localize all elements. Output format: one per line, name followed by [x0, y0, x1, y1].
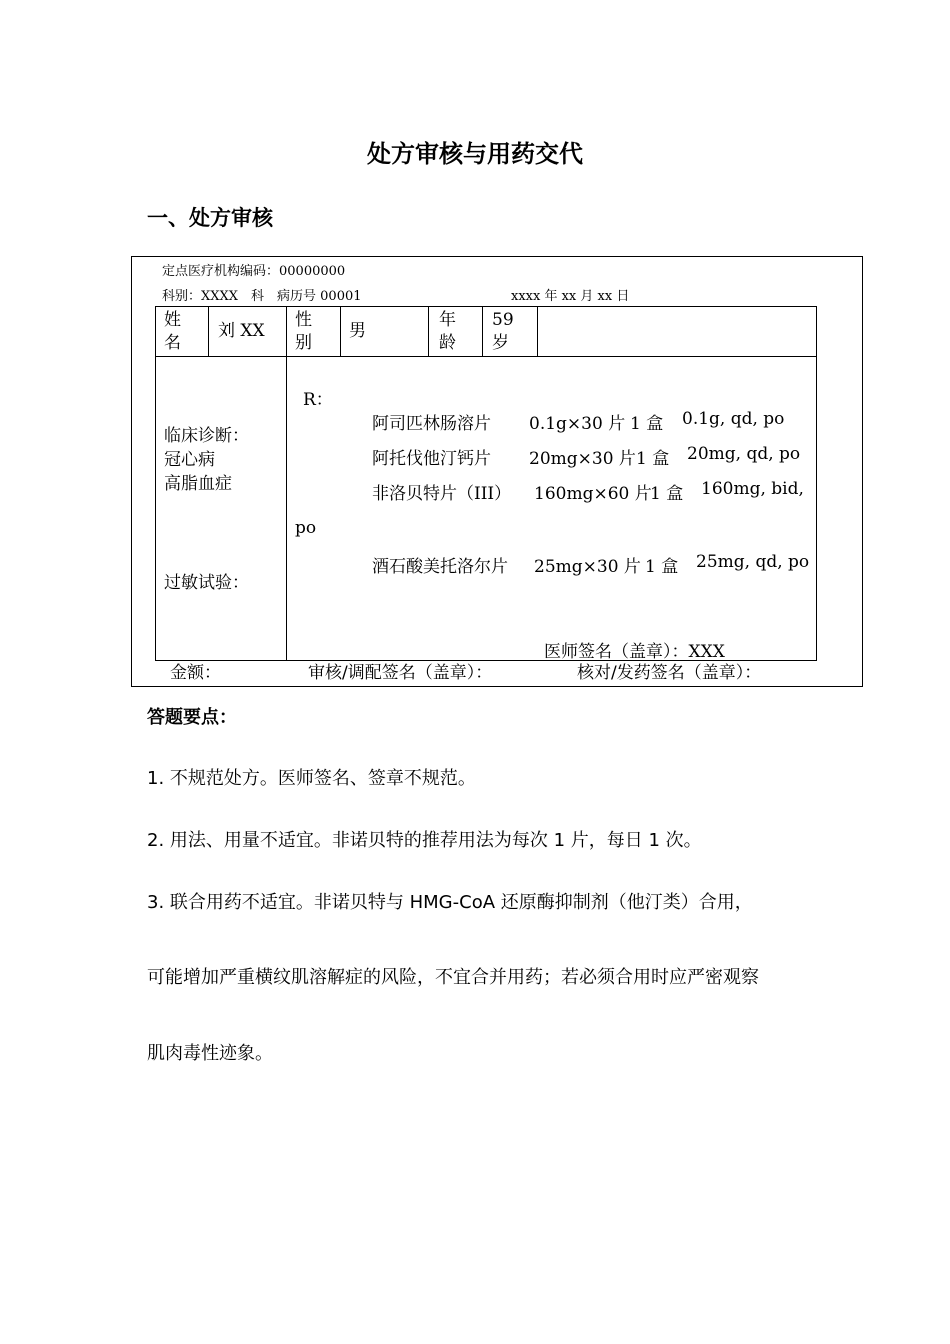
diagnosis-item: 冠心病 [164, 450, 215, 470]
table-divider [428, 306, 429, 356]
table-divider [340, 306, 341, 356]
diagnosis-label: 临床诊断： [164, 426, 249, 446]
patient-name: 刘 XX [218, 321, 265, 341]
institution-code: 定点医疗机构编码：00000000 [162, 264, 346, 279]
table-divider [537, 306, 538, 356]
drug-usage: 0.1g, qd, po [682, 409, 785, 429]
table-row-divider [155, 356, 817, 357]
page-title: 处方审核与用药交代 [367, 140, 583, 168]
allergy-label: 过敏试验： [164, 573, 249, 593]
name-label: 姓 名 [164, 310, 181, 353]
answers-heading: 答题要点： [147, 707, 237, 728]
drug-qty: 1 盒 [645, 557, 679, 577]
drug-name: 阿司匹林肠溶片 [372, 414, 491, 434]
drug-name: 非洛贝特片（III） [372, 484, 512, 504]
doctor-signature: 医师签名（盖章）：XXX [544, 642, 725, 662]
dispense-signature: 核对/发药签名（盖章）： [577, 663, 762, 683]
drug-spec: 20mg×30 片 [529, 449, 636, 469]
answer-point-continued: 肌肉毒性迹象。 [147, 1043, 273, 1064]
drug-usage: 160mg, bid, [701, 479, 804, 499]
table-top-border [155, 306, 817, 307]
table-divider [208, 306, 209, 356]
patient-gender: 男 [349, 321, 366, 341]
table-divider [286, 306, 287, 661]
table-divider [482, 306, 483, 356]
amount-label: 金额： [170, 663, 221, 683]
gender-label: 性 别 [295, 310, 312, 353]
answer-point: 2. 用法、用量不适宜。非诺贝特的推荐用法为每次 1 片，每日 1 次。 [147, 830, 702, 851]
diagnosis-block [164, 424, 249, 496]
drug-usage: 25mg, qd, po [696, 552, 810, 572]
rx-label: R： [303, 390, 333, 410]
drug-qty: 1 盒 [630, 414, 664, 434]
answer-point: 1. 不规范处方。医师签名、签章不规范。 [147, 768, 476, 789]
drug-spec: 160mg×60 片 [534, 484, 652, 504]
table-left-border [155, 306, 156, 661]
drug-name: 阿托伐他汀钙片 [372, 449, 491, 469]
drug-spec: 25mg×30 片 [534, 557, 641, 577]
drug-qty: 1 盒 [650, 484, 684, 504]
prescription-date: xxxx 年 xx 月 xx 日 [511, 289, 630, 304]
table-right-border [816, 306, 817, 661]
answer-point-continued: 可能增加严重横纹肌溶解症的风险，不宜合并用药；若必须合用时应严密观察 [147, 967, 759, 988]
age-label: 年 龄 [439, 310, 456, 353]
drug-name: 酒石酸美托洛尔片 [372, 557, 508, 577]
section-heading: 一、处方审核 [147, 206, 273, 230]
review-signature: 审核/调配签名（盖章）： [308, 663, 493, 683]
patient-age: 59 岁 [492, 310, 514, 353]
answer-point: 3. 联合用药不适宜。非诺贝特与 HMG-CoA 还原酶抑制剂（他汀类）合用， [147, 892, 753, 913]
drug-usage: 20mg, qd, po [687, 444, 801, 464]
drug-spec: 0.1g×30 片 [529, 414, 626, 434]
diagnosis-item: 高脂血症 [164, 474, 232, 494]
department-record: 科别：XXXX 科 病历号 00001 [162, 289, 362, 304]
drug-usage-wrap: po [295, 518, 317, 538]
drug-qty: 1 盒 [636, 449, 670, 469]
